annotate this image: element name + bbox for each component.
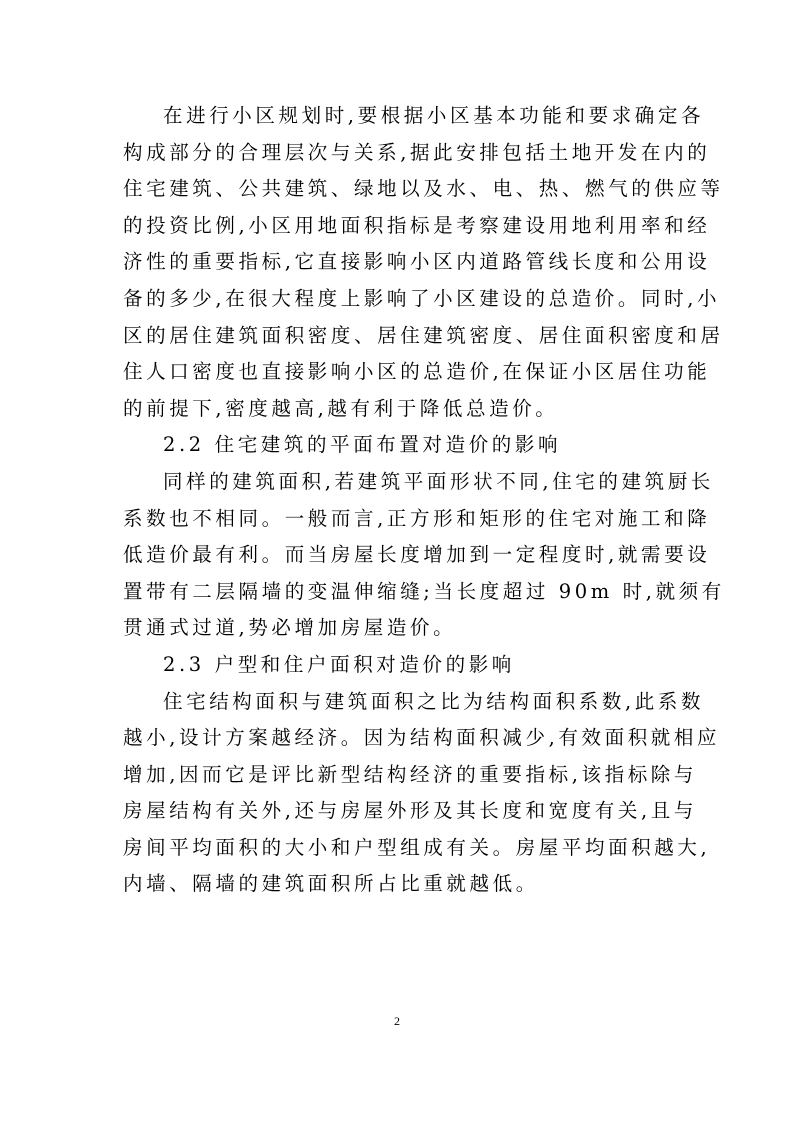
text-line: 住宅结构面积与建筑面积之比为结构面积系数,此系数 [163,689,705,713]
text-line: 房间平均面积的大小和户型组成有关。房屋平均面积越大, [123,835,711,859]
text-line: 住人口密度也直接影响小区的总造价,在保证小区居住功能 [123,360,711,384]
section-heading-2-3 [123,647,685,684]
text-line: 内墙、隔墙的建筑面积所占比重就越低。 [123,872,539,896]
paragraph-planning [123,98,724,427]
page-number: 2 [394,1014,400,1028]
paragraph-layout [123,464,725,647]
text-line: 同样的建筑面积,若建筑平面形状不同,住宅的建筑厨长 [163,469,714,493]
text-line: 住宅建筑、公共建筑、绿地以及水、电、热、燃气的供应等 [123,177,724,201]
text-line: 置带有二层隔墙的变温伸缩缝;当长度超过 90m 时,就须有 [123,579,725,603]
text-line: 低造价最有利。而当房屋长度增加到一定程度时,就需要设 [123,543,711,567]
text-line: 备的多少,在很大程度上影响了小区建设的总造价。同时,小 [123,286,721,310]
text-line: 增加,因而它是评比新型结构经济的重要指标,该指标除与 [123,762,697,786]
text-line: 越小,设计方案越经济。因为结构面积减少,有效面积就相应 [123,726,721,750]
text-line: 房屋结构有关外,还与房屋外形及其长度和宽度有关,且与 [123,799,697,823]
section-heading: 2.3 户型和住户面积对造价的影响 [163,652,515,676]
text-line: 的投资比例,小区用地面积指标是考察建设用地利用率和经 [123,213,711,237]
text-line: 构成部分的合理层次与关系,据此安排包括土地开发在内的 [123,140,711,164]
section-heading: 2.2 住宅建筑的平面布置对造价的影响 [163,433,562,457]
text-line: 系数也不相同。一般而言,正方形和矩形的住宅对施工和降 [123,506,711,530]
text-line: 济性的重要指标,它直接影响小区内道路管线长度和公用设 [123,250,711,274]
text-line: 贯通式过道,势必增加房屋造价。 [123,616,457,640]
section-heading-2-2 [123,427,685,464]
text-line: 的前提下,密度越高,越有利于降低总造价。 [123,396,559,420]
paragraph-unit-type [123,684,721,904]
body-text [123,98,725,903]
text-line: 区的居住建筑面积密度、居住建筑密度、居住面积密度和居 [123,323,724,347]
text-line: 在进行小区规划时,要根据小区基本功能和要求确定各 [163,104,705,127]
